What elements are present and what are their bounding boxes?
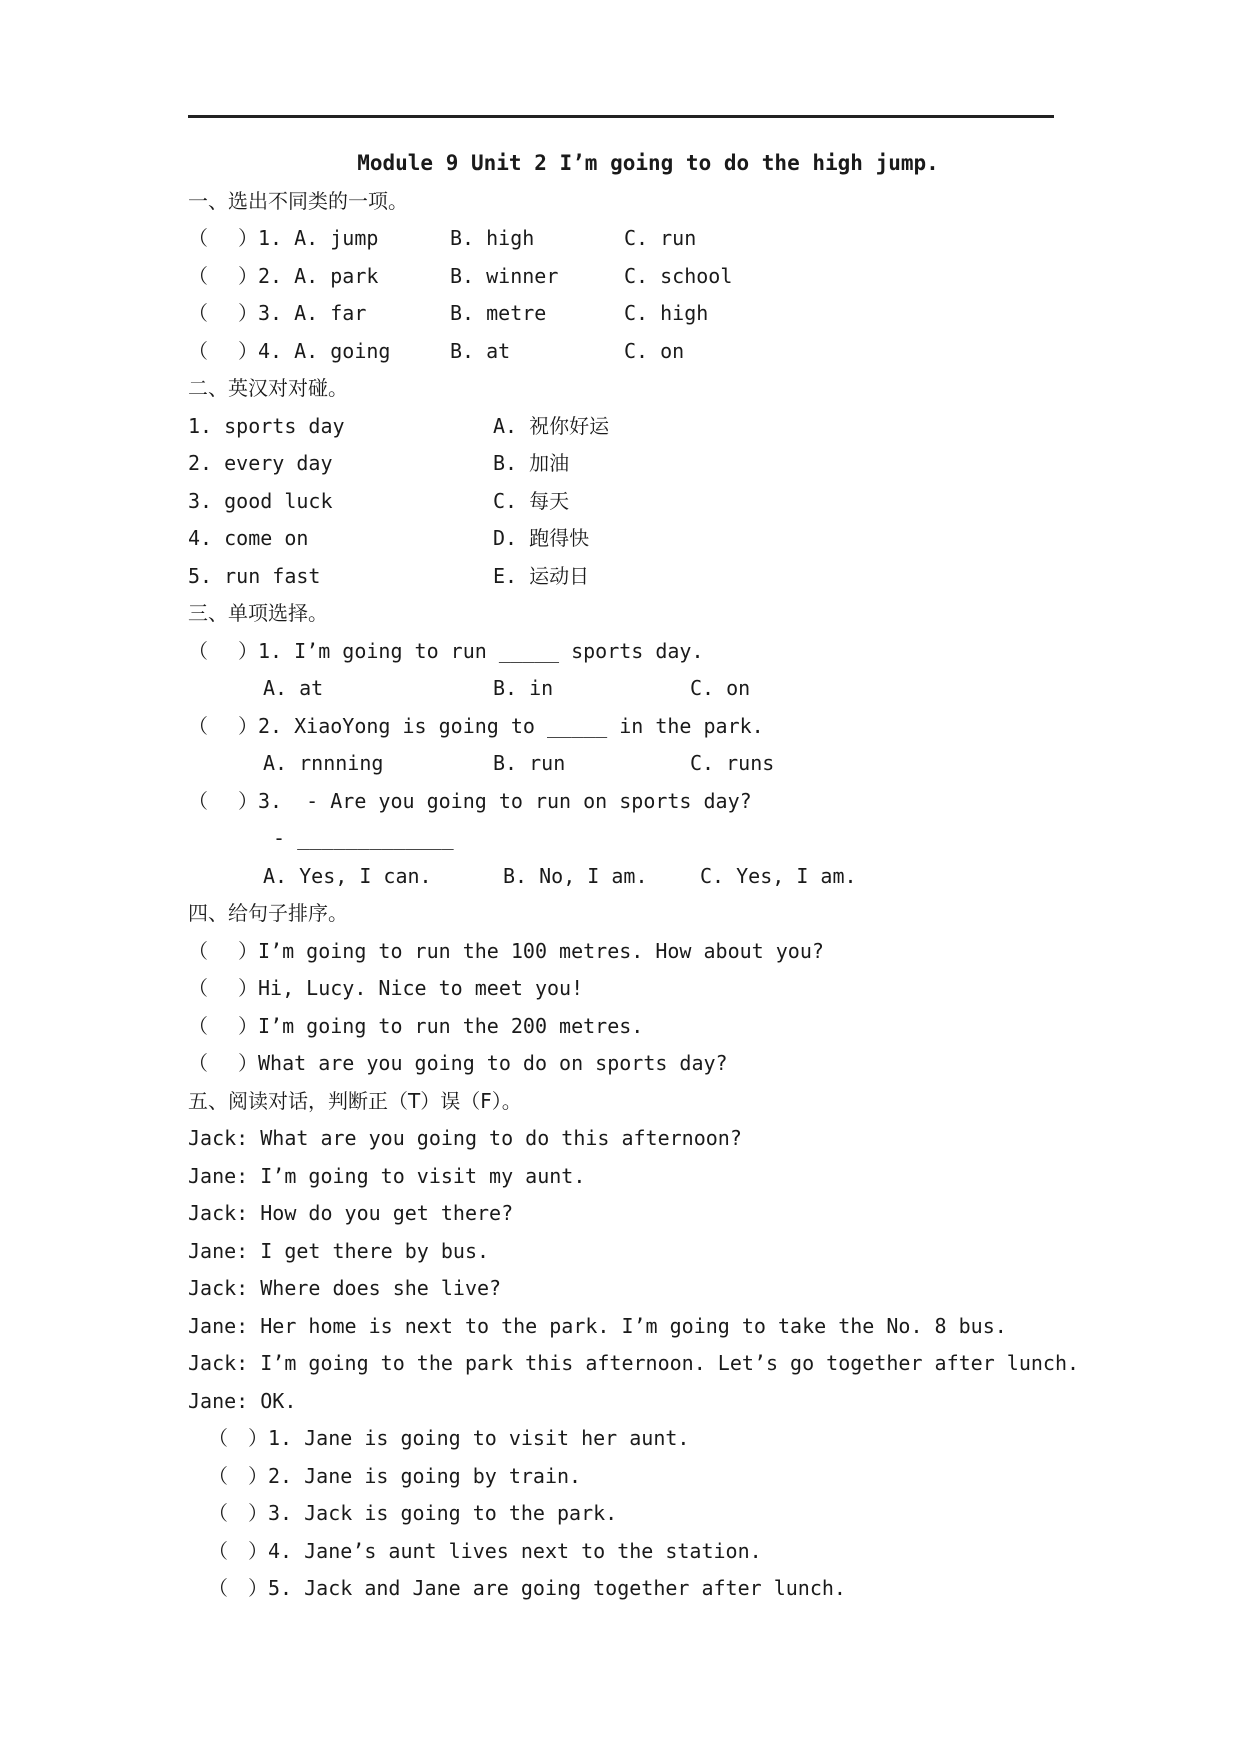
s5-item: （ ）2. Jane is going by train. [188,1458,1068,1496]
s5-item: （ ）3. Jack is going to the park. [188,1495,1068,1533]
answer-blank[interactable]: （ [208,1576,228,1600]
answer-blank[interactable]: （ [188,263,208,288]
answer-blank[interactable]: （ [208,1538,228,1563]
dialogue-line: Jane: I get there by bus. [188,1238,490,1263]
page-title: Module 9 Unit 2 I’m going to do the high jump. [357,151,939,175]
section-4-heading: 四、给句子排序。 [188,901,348,925]
s3-options: A. Yes, I can. B. No, I am. C. Yes, I am. [263,863,857,888]
s3-options: A. at B. in C. on [263,676,751,700]
s4-item: （ ）Hi, Lucy. Nice to meet you! [188,970,1068,1008]
s1-item: （ ）3. A. far B. metre C. high [188,295,1068,333]
section-3-heading: 三、单项选择。 [188,601,328,625]
s1-item: （ ）4. A. going B. at C. on [188,333,1068,371]
answer-blank[interactable]: （ [188,976,208,1000]
answer-blank[interactable]: （ [188,788,208,813]
section-1-heading: 一、选出不同类的一项。 [188,188,408,213]
answer-blank[interactable]: （ [188,938,208,963]
s3-answer-line: - _____________ [273,826,454,850]
answer-blank[interactable]: （ [188,1051,208,1075]
s3-options: A. rnnning B. run C. runs [263,751,775,775]
answer-blank[interactable]: （ [188,713,208,738]
dialogue-line: Jane: Her home is next to the park. I’m going to take the No. 8 bus. [188,1313,1007,1338]
dialogue-line: Jack: I’m going to the park this afternoon. Let’s go together after lunch. [188,1351,1080,1375]
answer-blank[interactable]: （ [188,338,208,363]
answer-blank[interactable]: （ [208,1426,228,1450]
s3-question: （ ）1. I’m going to run _____ sports day. [188,633,1068,671]
dialogue-line: Jack: How do you get there? [188,1201,514,1225]
header-rule [188,115,1054,118]
dialogue-line: Jack: What are you going to do this afternoon? [188,1126,742,1150]
dialogue-line: Jack: Where does she live? [188,1276,502,1300]
section-2-heading: 二、英汉对对碰。 [188,376,348,400]
s1-item: （ ）2. A. park B. winner C. school [188,258,1068,296]
s2-item: 1. sports day A. 祝你好运 [188,413,610,438]
s5-item: （ ）1. Jane is going to visit her aunt. [188,1420,1068,1458]
s4-item: （ ）I’m going to run the 200 metres. [188,1008,1068,1046]
s3-question: （ ）2. XiaoYong is going to _____ in the park. [188,708,1068,746]
dialogue-line: Jane: I’m going to visit my aunt. [188,1163,586,1188]
s2-item: 5. run fast E. 运动日 [188,563,590,588]
worksheet [188,145,1080,1608]
answer-blank[interactable]: （ [188,1013,208,1038]
answer-blank[interactable]: （ [208,1463,228,1488]
dialogue-line: Jane: OK. [188,1388,297,1413]
s4-item: （ ）What are you going to do on sports day? [188,1045,1068,1083]
answer-blank[interactable]: （ [188,301,208,325]
s1-item: （ ）1. A. jump B. high C. run [188,220,1068,258]
s5-item: （ ）4. Jane’s aunt lives next to the station. [188,1533,1068,1571]
s4-item: （ ）I’m going to run the 100 metres. How about you? [188,933,1068,971]
answer-blank[interactable]: （ [188,226,208,250]
s2-item: 4. come on D. 跑得快 [188,526,590,550]
section-5-heading: 五、阅读对话，判断正（T）误（F）。 [188,1088,522,1113]
s3-question: （ ）3. - Are you going to run on sports day? [188,783,1068,821]
s2-item: 2. every day B. 加油 [188,451,570,475]
answer-blank[interactable]: （ [188,638,208,663]
s2-item: 3. good luck C. 每天 [188,488,570,513]
s5-item: （ ）5. Jack and Jane are going together after lunch. [188,1570,1068,1608]
answer-blank[interactable]: （ [208,1501,228,1525]
